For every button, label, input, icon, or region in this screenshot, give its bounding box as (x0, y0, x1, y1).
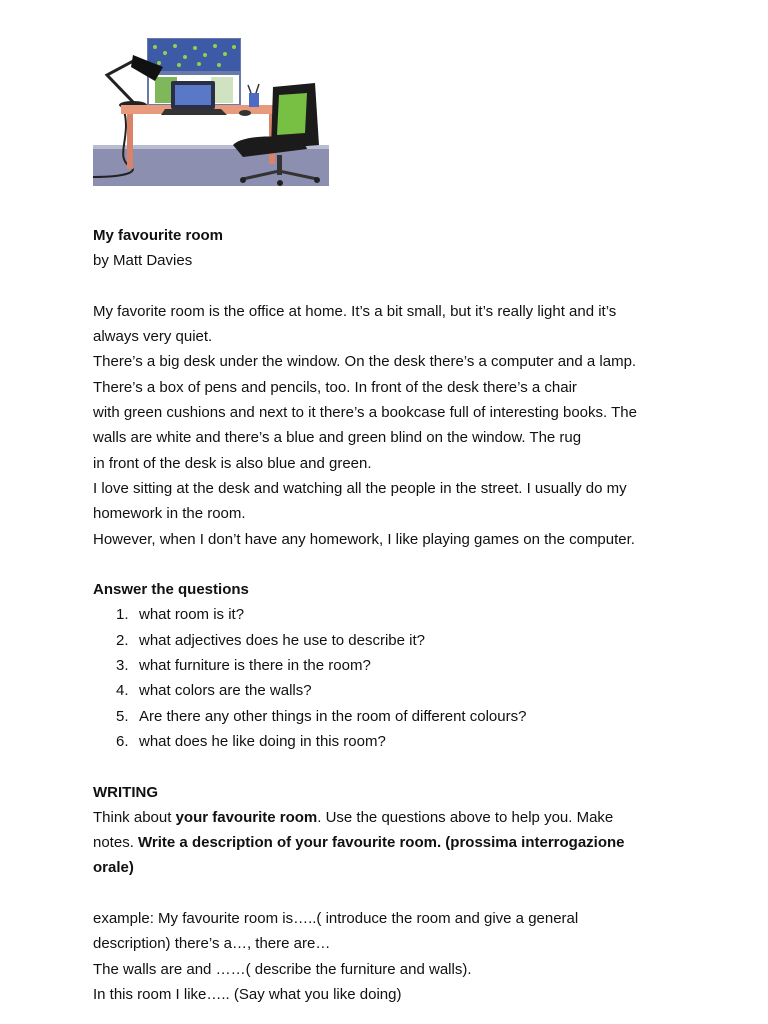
list-item: 4. what colors are the walls? (116, 682, 312, 700)
example-line: example: My favourite room is…..( introduce the room and give a general (93, 910, 579, 928)
paragraph-line: walls are white and there’s a blue and green blind on the window. The rug (93, 429, 582, 447)
paragraph-line: There’s a big desk under the window. On the desk there’s a computer and a lamp. (93, 353, 637, 371)
writing-instructions: Think about your favourite room. Use the questions above to help you. Make (93, 808, 614, 826)
example-text (93, 906, 673, 1007)
questions-heading: Answer the questions (93, 581, 249, 599)
list-item: 5. Are there any other things in the room of different colours? (116, 707, 527, 725)
document-body (93, 223, 673, 1007)
writing-instructions: orale) (93, 859, 134, 877)
example-line: description) there’s a…, there are… (93, 935, 331, 953)
paragraph-line: There’s a box of pens and pencils, too. In front of the desk there’s a chair (93, 378, 577, 396)
list-item: 3. what furniture is there in the room? (116, 657, 371, 675)
paragraph-line: in front of the desk is also blue and green. (93, 454, 372, 472)
paragraph-line: with green cushions and next to it there’s a bookcase full of interesting books. The (93, 404, 637, 422)
list-item: 2. what adjectives does he use to describe it? (116, 631, 426, 649)
example-line: In this room I like….. (Say what you like doing) (93, 985, 402, 1003)
list-item: 6. what does he like doing in this room? (116, 732, 386, 750)
document-title: My favourite room (93, 227, 224, 244)
paragraph-line: homework in the room. (93, 505, 246, 523)
desk-illustration (93, 37, 329, 186)
example-line: The walls are and ……( describe the furniture and walls). (93, 960, 472, 978)
paragraph-line: always very quiet. (93, 328, 213, 346)
writing-heading: WRITING (93, 783, 158, 801)
questions-list (93, 602, 673, 754)
byline: by Matt Davies (93, 252, 193, 270)
paragraph-line: I love sitting at the desk and watching all the people in the street. I usually do my (93, 479, 627, 497)
paragraph-line: However, when I don’t have any homework, I like playing games on the computer. (93, 530, 635, 548)
writing-instructions: notes. Write a description of your favourite room. (prossima interrogazione (93, 834, 625, 852)
reading-paragraph (93, 299, 673, 552)
paragraph-line: My favorite room is the office at home. It’s a bit small, but it’s really light and it’s (93, 302, 617, 320)
list-item: 1. what room is it? (116, 606, 245, 624)
